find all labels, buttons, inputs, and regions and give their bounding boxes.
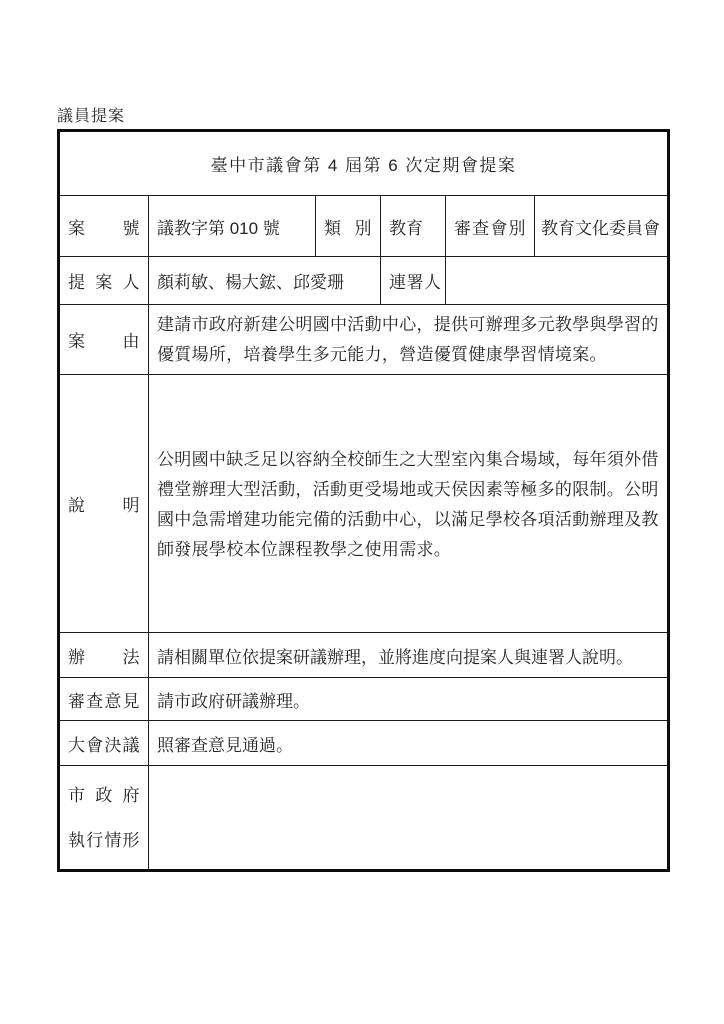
method-value: 請相關單位依提案研議辦理，並將進度向提案人與連署人說明。	[149, 633, 669, 678]
co-signers-label: 連署人	[381, 257, 446, 305]
subject-label: 案由	[59, 305, 149, 375]
title-row	[59, 131, 669, 196]
city-gov-execution-label	[59, 766, 149, 871]
method-row	[59, 633, 669, 678]
review-opinion-row	[59, 678, 669, 721]
assembly-resolution-label: 大會決議	[59, 721, 149, 766]
proposal-form-table	[57, 129, 670, 872]
case-number-value: 議教字第 010 號	[149, 196, 316, 257]
city-gov-execution-row	[59, 766, 669, 871]
assembly-resolution-row	[59, 721, 669, 766]
subject-value: 建請市政府新建公明國中活動中心，提供可辦理多元教學與學習的優質場所，培養學生多元能力，營造優質健康學習情境案。	[149, 305, 669, 375]
method-label: 辦法	[59, 633, 149, 678]
city-gov-execution-label-line2: 執行情形	[68, 830, 140, 850]
review-committee-value: 教育文化委員會	[535, 196, 669, 257]
explanation-label: 說明	[59, 375, 149, 633]
assembly-resolution-value: 照審查意見通過。	[149, 721, 669, 766]
document-type-label: 議員提案	[57, 108, 126, 125]
co-signers-value	[446, 257, 669, 305]
explanation-row	[59, 375, 669, 633]
subject-row	[59, 305, 669, 375]
proposer-label: 提案人	[59, 257, 149, 305]
case-number-label: 案號	[59, 196, 149, 257]
category-label: 類別	[316, 196, 381, 257]
review-committee-label: 審查會別	[446, 196, 535, 257]
city-gov-execution-value	[149, 766, 669, 871]
proposer-value: 顏莉敏、楊大鋐、邱愛珊	[149, 257, 381, 305]
category-value: 教育	[381, 196, 446, 257]
form-title: 臺中市議會第 4 屆第 6 次定期會提案	[59, 131, 669, 196]
review-opinion-value: 請市政府研議辦理。	[149, 678, 669, 721]
explanation-value: 公明國中缺乏足以容納全校師生之大型室內集合場域，每年須外借禮堂辦理大型活動，活動更受場地或天侯因素等極多的限制。公明國中急需增建功能完備的活動中心，以滿足學校各項活動辦理及教師發展學校本位課程教學之使用需求。	[149, 375, 669, 633]
case-number-row	[59, 196, 669, 257]
review-opinion-label: 審查意見	[59, 678, 149, 721]
proposer-row	[59, 257, 669, 305]
city-gov-execution-label-line1: 市政府	[68, 785, 140, 805]
